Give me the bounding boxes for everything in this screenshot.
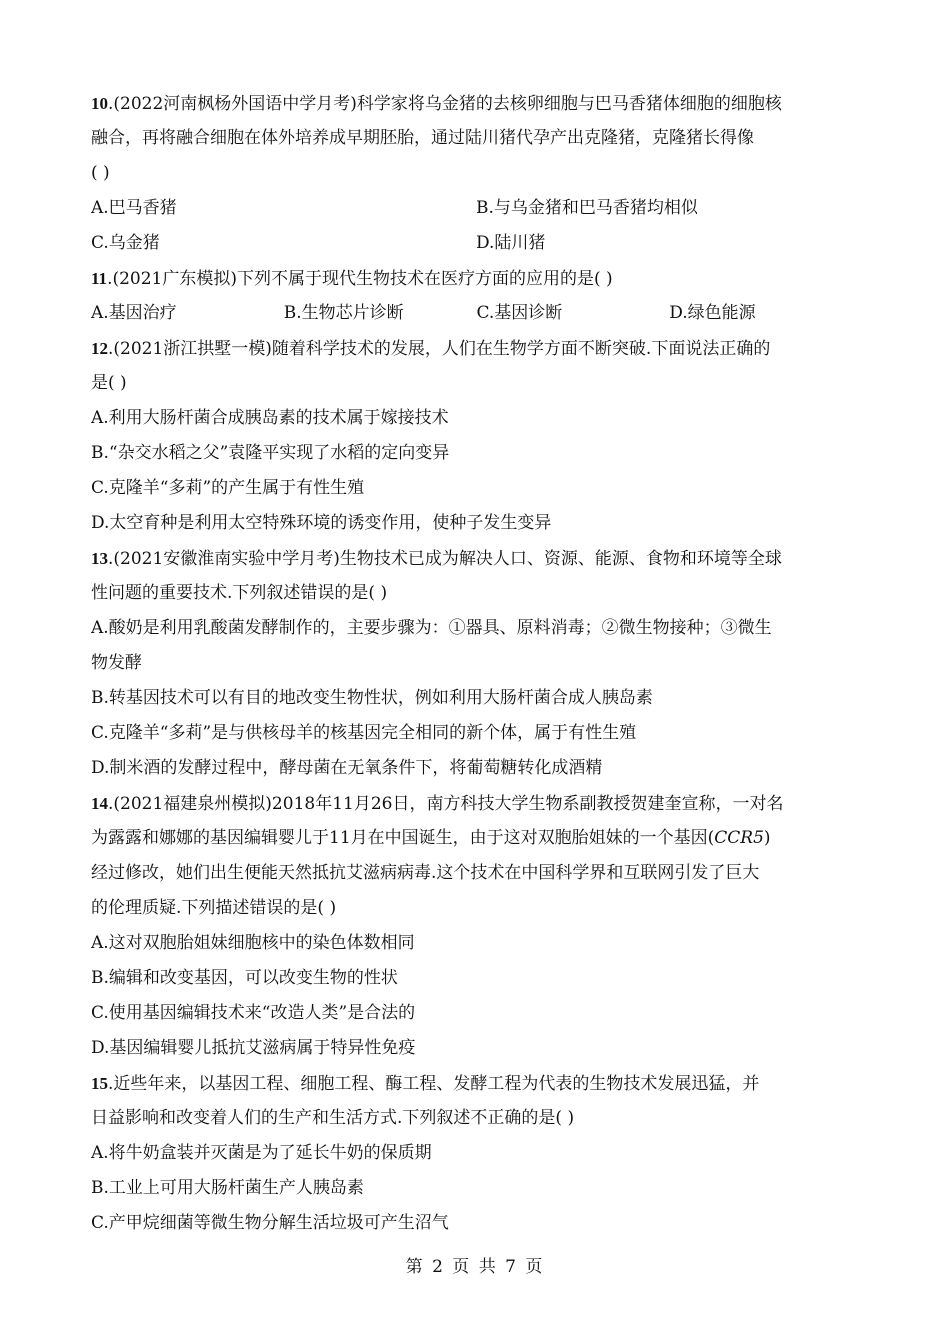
question-stem: 11.(2021广东模拟)下列不属于现代生物技术在医疗方面的应用的是( ) [91, 269, 613, 289]
option-d: D.基因编辑婴儿抵抗艾滋病属于特异性免疫 [91, 1038, 416, 1058]
question-stem: 是( ) [91, 373, 127, 393]
option-a: A.巴马香猪 [91, 198, 177, 218]
option-a: A.利用大肠杆菌合成胰岛素的技术属于嫁接技术 [91, 408, 449, 428]
question-stem: 性问题的重要技术.下列叙述错误的是( ) [91, 583, 388, 603]
question-stem: 14.(2021福建泉州模拟)2018年11月26日，南方科技大学生物系副教授贺建奎宣称，一对名 [91, 794, 784, 814]
question-stem: 日益影响和改变着人们的生产和生活方式.下列叙述不正确的是( ) [91, 1108, 575, 1128]
option-d: D.陆川猪 [476, 233, 546, 253]
option-row [91, 226, 862, 261]
question-stem: 12.(2021浙江拱墅一模)随着科学技术的发展，人们在生物学方面不断突破.下面说法正确的 [91, 339, 771, 359]
option-b: B.生物芯片诊断 [283, 303, 404, 323]
option-row [91, 296, 862, 331]
question-number: 10 [91, 94, 108, 113]
option-c: C.乌金猪 [91, 233, 160, 253]
question-number: 12 [91, 339, 108, 358]
option-a-continued: 物发酵 [91, 653, 142, 673]
question-stem: 融合，再将融合细胞在体外培养成早期胚胎，通过陆川猪代孕产出克隆猪，克隆猪长得像 [91, 128, 754, 148]
question-15 [91, 1066, 862, 1241]
option-b: B.编辑和改变基因，可以改变生物的性状 [91, 968, 398, 988]
page-footer: 第 2 页 共 7 页 [405, 1257, 545, 1277]
question-12 [91, 331, 862, 541]
question-11 [91, 261, 862, 331]
option-b: B.转基因技术可以有目的地改变生物性状，例如利用大肠杆菌合成人胰岛素 [91, 688, 653, 708]
option-row [91, 191, 862, 226]
question-14 [91, 786, 862, 1066]
option-b: B.“杂交水稻之父”袁隆平实现了水稻的定向变异 [91, 443, 450, 463]
question-number: 15 [91, 1074, 108, 1093]
option-d: D.太空育种是利用太空特殊环境的诱变作用，使种子发生变异 [91, 513, 552, 533]
gene-name: CCR5 [714, 828, 764, 848]
option-a: A.这对双胞胎姐妹细胞核中的染色体数相同 [91, 933, 415, 953]
question-stem: 的伦理质疑.下列描述错误的是( ) [91, 898, 337, 918]
option-c: C.基因诊断 [476, 303, 563, 323]
option-a: A.基因治疗 [91, 303, 177, 323]
option-c: C.克隆羊“多莉”是与供核母羊的核基因完全相同的新个体，属于有性生殖 [91, 723, 637, 743]
option-d: D.绿色能源 [669, 303, 756, 323]
question-stem: 13.(2021安徽淮南实验中学月考)生物技术已成为解决人口、资源、能源、食物和环境等全球 [91, 549, 782, 569]
question-13 [91, 541, 862, 786]
answer-blank: ( ) [91, 163, 110, 183]
option-a: A.将牛奶盒装并灭菌是为了延长牛奶的保质期 [91, 1143, 432, 1163]
question-stem: 为露露和娜娜的基因编辑婴儿于11月在中国诞生，由于这对双胞胎姐妹的一个基因(CCR5) [91, 828, 771, 848]
question-number: 14 [91, 794, 108, 813]
option-a: A.酸奶是利用乳酸菌发酵制作的，主要步骤为：①器具、原料消毒；②微生物接种；③微生 [91, 618, 772, 638]
option-c: C.产甲烷细菌等微生物分解生活垃圾可产生沼气 [91, 1213, 449, 1233]
option-d: D.制米酒的发酵过程中，酵母菌在无氧条件下，将葡萄糖转化成酒精 [91, 758, 603, 778]
question-number: 13 [91, 549, 108, 568]
option-b: B.与乌金猪和巴马香猪均相似 [476, 198, 698, 218]
option-c: C.克隆羊“多莉”的产生属于有性生殖 [91, 478, 365, 498]
question-stem: 15.近些年来，以基因工程、细胞工程、酶工程、发酵工程为代表的生物技术发展迅猛，并 [91, 1074, 760, 1094]
option-c: C.使用基因编辑技术来“改造人类”是合法的 [91, 1003, 416, 1023]
question-stem: 10.(2022河南枫杨外国语中学月考)科学家将乌金猪的去核卵细胞与巴马香猪体细胞的细胞核 [91, 94, 782, 114]
question-stem: 经过修改，她们出生便能天然抵抗艾滋病病毒.这个技术在中国科学界和互联网引发了巨大 [91, 863, 760, 883]
question-number: 11 [91, 269, 108, 288]
question-10 [91, 86, 862, 261]
option-b: B.工业上可用大肠杆菌生产人胰岛素 [91, 1178, 364, 1198]
